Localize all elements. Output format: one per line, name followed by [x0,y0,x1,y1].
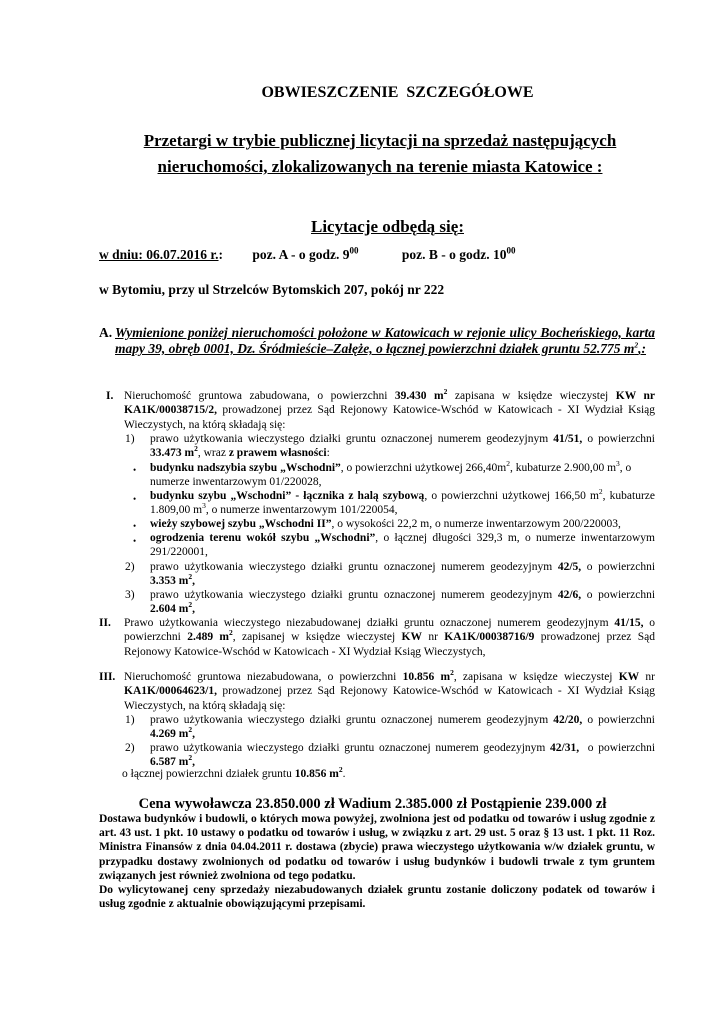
item-3-sub-1: prawo użytkowania wieczystego działki gruntu oznaczonej numerem geodezyjnym 42/20, o powierzchni 4.269 $m^2$, [150,714,656,741]
bullet-icon: • [133,465,137,475]
item-1-sub-3-num: 3) [125,589,135,601]
price-line: Cena wywoławcza 23.850.000 zł Wadium 2.385.000 zł Postąpienie 239.000 zł [138,796,607,812]
auction-date-row: w dniu: 06.07.2016 r.: poz. A - o godz. $9^{00}$ poz. B - o godz. $10^{00}$ [99,245,516,262]
vat-notice-paragraph-2: Do wylicytowanej ceny sprzedaży niezabudowanych działek gruntu zostanie doliczony podatek od towarów i usług zgodnie z aktualnie obowiązującymi przepisami. [99,884,655,911]
item-2-number: II. [99,617,111,629]
item-1-sub-1-num: 1) [125,433,135,445]
building-3: wieży szybowej szybu „Wschodni II”, o wysokości 22,2 m, o numerze inwentarzowym 200/220003, [150,518,621,530]
item-1-sub-2: prawo użytkowania wieczystego działki gruntu oznaczonej numerem geodezyjnym 42/5, o powierzchni 3.353 $m^2$, [150,561,656,588]
item-1-text: Nieruchomość gruntowa zabudowana, o powierzchni 39.430 $m^2$ zapisana w księdze wieczystej KW nr KA1K/00038715/2, prowadzonej przez Sąd Rejonowy Katowice-Wschód w Katowicach - XI Wydział Ksiąg Wieczystych, na którą składają się: [124,387,655,431]
item-3-number: III. [99,671,116,683]
item-2-text: Prawo użytkowania wieczystego niezabudowanej działki gruntu oznaczonej numerem geodezyjnym 41/15, o powierzchni 2.489 $m^2$, zapisanej w księdze wieczystej KW nr KA1K/00038716/9 prowadzonej przez Sąd Rejonowy Katowice-Wschód w Katowicach - XI Wydział Ksiąg Wieczystych, [124,617,656,658]
item-1-number: I. [106,390,114,402]
subtitle-line-2: nieruchomości, zlokalizowanych na terenie miasta Katowice : [157,157,603,176]
building-2: budynku szybu „Wschodni” - łącznika z halą szybową, o powierzchni użytkowej 166,50 $m^2$, kubaturze 1.809,00 $m^3$, o numerze inwentarzowym 101/220054, [150,487,655,517]
bullet-icon: • [133,536,137,546]
document-title: OBWIESZCZENIE SZCZEGÓŁOWE [261,84,534,101]
section-a-label: A. [99,325,113,340]
auction-location: w Bytomiu, przy ul Strzelców Bytomskich 207, pokój nr 222 [99,282,445,297]
position-b-time: poz. B - o godz. $10^{00}$ [401,245,516,262]
item-3-sub-2-num: 2) [125,742,135,754]
position-a-time: poz. A - o godz. $9^{00}$ [252,245,359,262]
item-3-sub-2: prawo użytkowania wieczystego działki gruntu oznaczonej numerem geodezyjnym 42/31, o powierzchni 6.587 $m^2$, [150,742,656,769]
item-1-sub-1: prawo użytkowania wieczystego działki gruntu oznaczonej numerem geodezyjnym 41/51, o powierzchni 33.473 $m^2$, wraz z prawem własności: [150,433,656,460]
bullet-icon: • [133,494,137,504]
bullet-icon: • [133,521,137,531]
auction-heading: Licytacje odbędą się: [311,217,464,236]
item-1-sub-3: prawo użytkowania wieczystego działki gruntu oznaczonej numerem geodezyjnym 42/6, o powierzchni 2.604 $m^2$, [150,589,656,616]
building-1: budynku nadszybia szybu „Wschodni”, o powierzchni użytkowej $266,40m^2$, kubaturze 2.900,00 $m^3$, o numerze inwentarzowym 01/220028, [150,459,632,489]
auction-date: w dniu: 06.07.2016 r. [99,247,219,262]
item-3-text: Nieruchomość gruntowa niezabudowana, o powierzchni 10.856 $m^2$, zapisana w księdze wieczystej KW nr KA1K/00064623/1, prowadzonej przez Sąd Rejonowy Katowice-Wschód w Katowicach - XI Wydział Ksiąg Wieczystych, na którą składają się: [124,668,656,712]
vat-notice-paragraph-1: Dostawa budynków i budowli, o których mowa powyżej, zwolniona jest od podatku od towarów i usług zgodnie z art. 43 ust. 1 pkt. 10 ustawy o podatku od towarów i usług, w związku z art. 29 ust. 5 oraz § 13 ust. 1 pkt. 11 Roz. Ministra Finansów z dnia 04.04.2011 r. dostawa (zbycie) prawa wieczystego użytkowania w/w działek gruntu, w przypadku dostawy zwolnionych od podatku od towarów i usług budynków i budowli trwale z tym gruntem związanych jest również zwolniona od tego podatku. [99,813,655,882]
vat-notice [99,812,655,911]
document-subtitle [80,128,680,180]
building-4: ogrodzenia terenu wokół szybu „Wschodni”, o łącznej długości 329,3 m, o numerze inwentarzowym 291/220001, [150,532,656,559]
item-3-sub-1-num: 1) [125,714,135,726]
subtitle-line-1: Przetargi w trybie publicznej licytacji na sprzedaż następujących [143,131,617,150]
item-3-total: o łącznej powierzchni działek gruntu 10.856 $m^2$. [122,765,346,780]
item-1-sub-2-num: 2) [125,561,135,573]
section-a-description: A. Wymienione poniżej nieruchomości położone w Katowicach w rejonie ulicy Bocheńskiego, karta mapy 39, obręb 0001, Dz. Śródmieście–Załęże, o łącznej powierzchni działek gruntu 52.775 $m^2$,: [99,325,655,356]
